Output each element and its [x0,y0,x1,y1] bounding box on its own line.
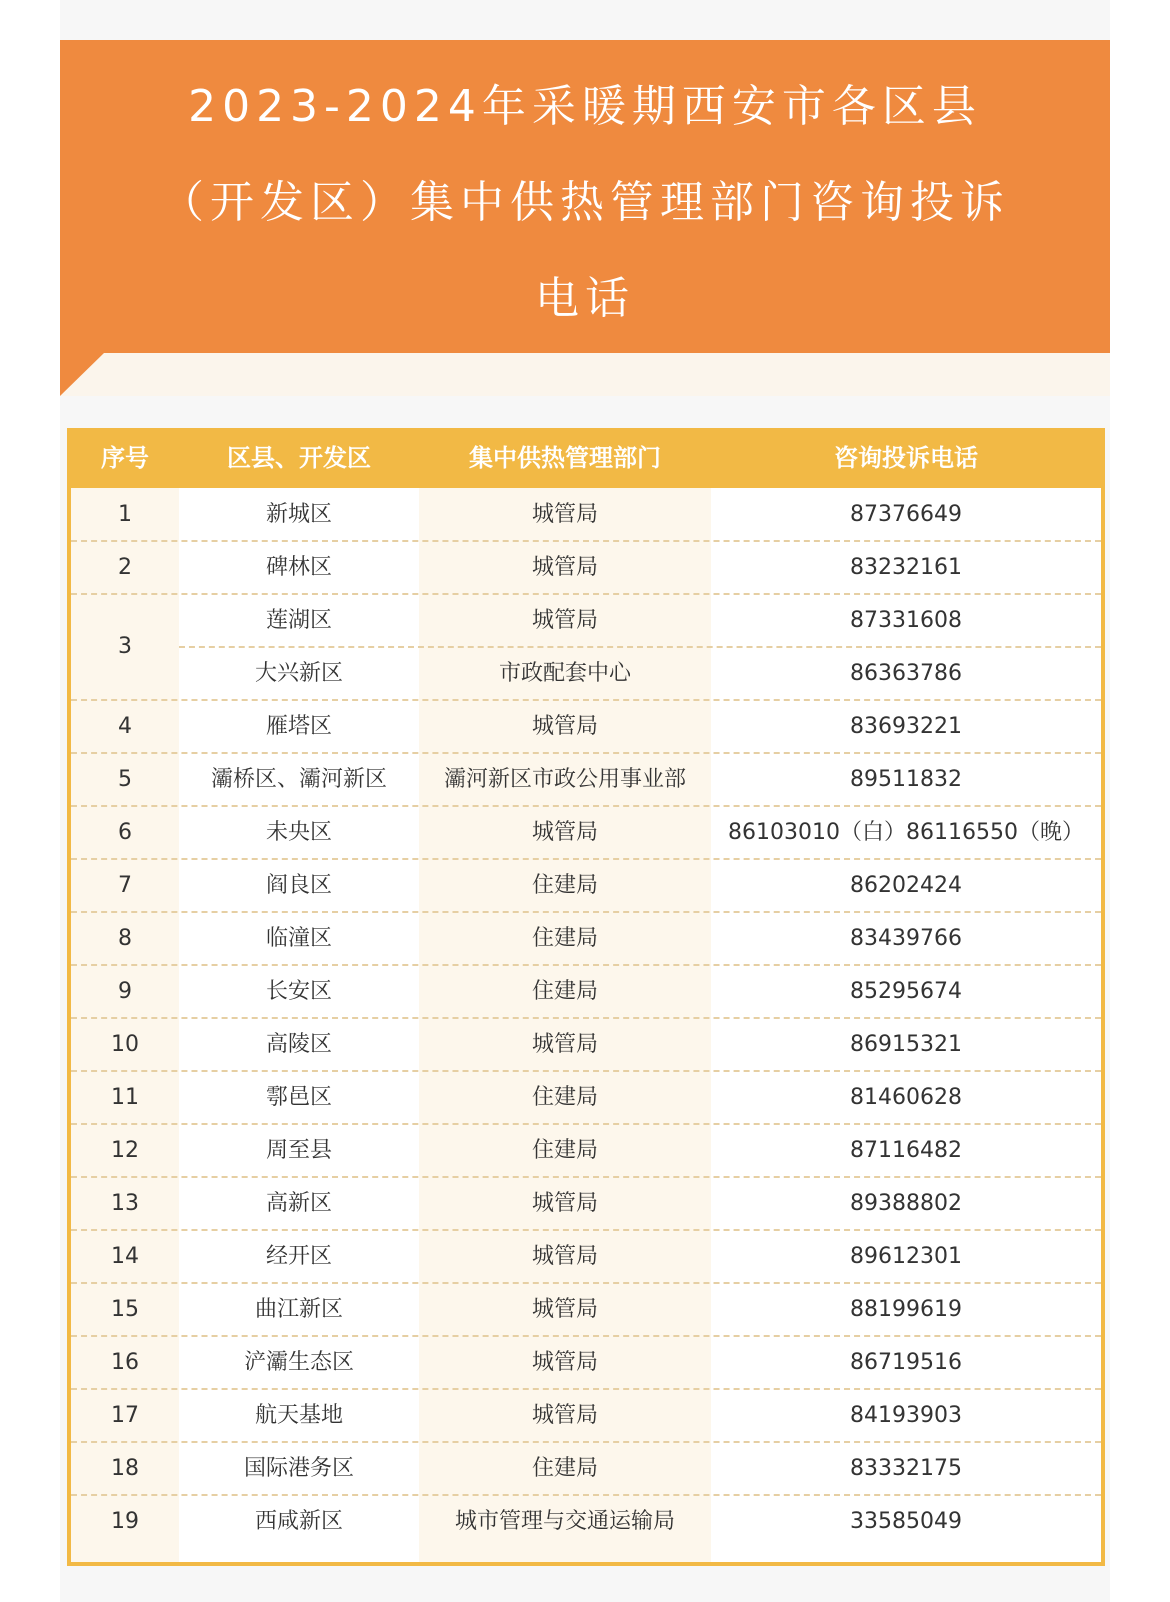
cell-number: 19 [111,1509,139,1534]
cell-district: 长安区 [265,979,332,1004]
cell-district: 碑林区 [265,555,332,580]
cell-number: 10 [111,1032,139,1057]
cell-district: 临潼区 [265,926,332,951]
cell-department: 住建局 [531,979,598,1004]
cell-number: 15 [111,1297,139,1322]
header-department: 集中供热管理部门 [469,444,661,472]
cell-number: 16 [111,1350,139,1375]
cell-phone: 86103010（白）86116550（晚） [728,820,1084,845]
cell-number: 6 [118,820,132,845]
cell-department: 城管局 [531,1297,598,1322]
cell-department: 灞河新区市政公用事业部 [443,767,686,792]
cell-phone: 88199619 [850,1297,962,1322]
cell-department: 城管局 [531,1191,598,1216]
cell-phone: 83693221 [850,714,962,739]
cell-number: 5 [118,767,132,792]
cell-phone: 85295674 [850,979,962,1004]
cell-phone: 83439766 [850,926,962,951]
cell-department: 城管局 [531,820,598,845]
cell-district: 莲湖区 [265,608,332,633]
cell-district: 新城区 [265,502,332,527]
cell-district: 阎良区 [265,873,332,898]
cell-district: 曲江新区 [254,1297,343,1322]
cell-district: 雁塔区 [265,714,332,739]
cell-number: 18 [111,1456,139,1481]
cell-department: 住建局 [531,1138,598,1163]
cell-number [71,647,179,700]
cell-department: 城管局 [531,1350,598,1375]
cell-district: 浐灞生态区 [243,1350,354,1375]
header-district: 区县、开发区 [227,444,371,472]
cell-phone: 81460628 [850,1085,962,1110]
cell-department: 住建局 [531,1085,598,1110]
cell-phone: 86363786 [850,661,962,686]
cell-department: 城管局 [531,1403,598,1428]
cell-number: 11 [111,1085,139,1110]
cell-district: 高陵区 [265,1032,332,1057]
hotline-table [67,428,1105,1566]
cell-department: 城管局 [531,555,598,580]
cell-phone: 87376649 [850,502,962,527]
cell-phone: 89388802 [850,1191,962,1216]
cell-phone: 89612301 [850,1244,962,1269]
cell-district: 国际港务区 [243,1456,354,1481]
cell-phone: 86915321 [850,1032,962,1057]
cell-phone: 86202424 [850,873,962,898]
cell-number: 3 [118,634,132,659]
cell-department: 城管局 [531,714,598,739]
cell-district: 经开区 [265,1244,332,1269]
cell-phone: 87331608 [850,608,962,633]
title-line-3: 电话 [535,273,635,324]
cell-number: 12 [111,1138,139,1163]
cell-number: 9 [118,979,132,1004]
cell-phone: 89511832 [850,767,962,792]
cell-department: 城管局 [531,1032,598,1057]
header-phone: 咨询投诉电话 [834,444,978,472]
cell-department: 住建局 [531,1456,598,1481]
cell-number: 17 [111,1403,139,1428]
cell-number: 4 [118,714,132,739]
cell-department: 住建局 [531,873,598,898]
cell-department: 市政配套中心 [498,661,631,686]
cell-district: 周至县 [265,1138,332,1163]
cell-phone: 87116482 [850,1138,962,1163]
cell-district: 未央区 [265,820,332,845]
cell-phone: 83332175 [850,1456,962,1481]
title-line-1: 2023-2024年采暖期西安市各区县 [188,81,982,132]
cell-phone: 84193903 [850,1403,962,1428]
table-header [71,428,1101,488]
cell-district: 灞桥区、灞河新区 [210,767,387,792]
cell-district: 西咸新区 [254,1509,343,1534]
cell-district: 大兴新区 [254,661,343,686]
cell-number: 1 [118,502,132,527]
cell-phone: 86719516 [850,1350,962,1375]
title-banner [60,40,1110,396]
cell-department: 城管局 [531,608,598,633]
cell-number: 13 [111,1191,139,1216]
cell-phone: 33585049 [850,1509,962,1534]
cell-department: 城管局 [531,1244,598,1269]
header-number: 序号 [101,444,149,472]
cell-district: 鄠邑区 [265,1085,332,1110]
cell-department: 城管局 [531,502,598,527]
cell-phone: 83232161 [850,555,962,580]
cell-number: 8 [118,926,132,951]
cell-number: 2 [118,555,132,580]
cell-department: 住建局 [531,926,598,951]
title-line-2: （开发区）集中供热管理部门咨询投诉 [160,177,1010,228]
cell-number: 7 [118,873,132,898]
cell-district: 高新区 [265,1191,332,1216]
cell-department: 城市管理与交通运输局 [454,1509,675,1534]
cell-district: 航天基地 [254,1403,343,1428]
cell-number: 14 [111,1244,139,1269]
